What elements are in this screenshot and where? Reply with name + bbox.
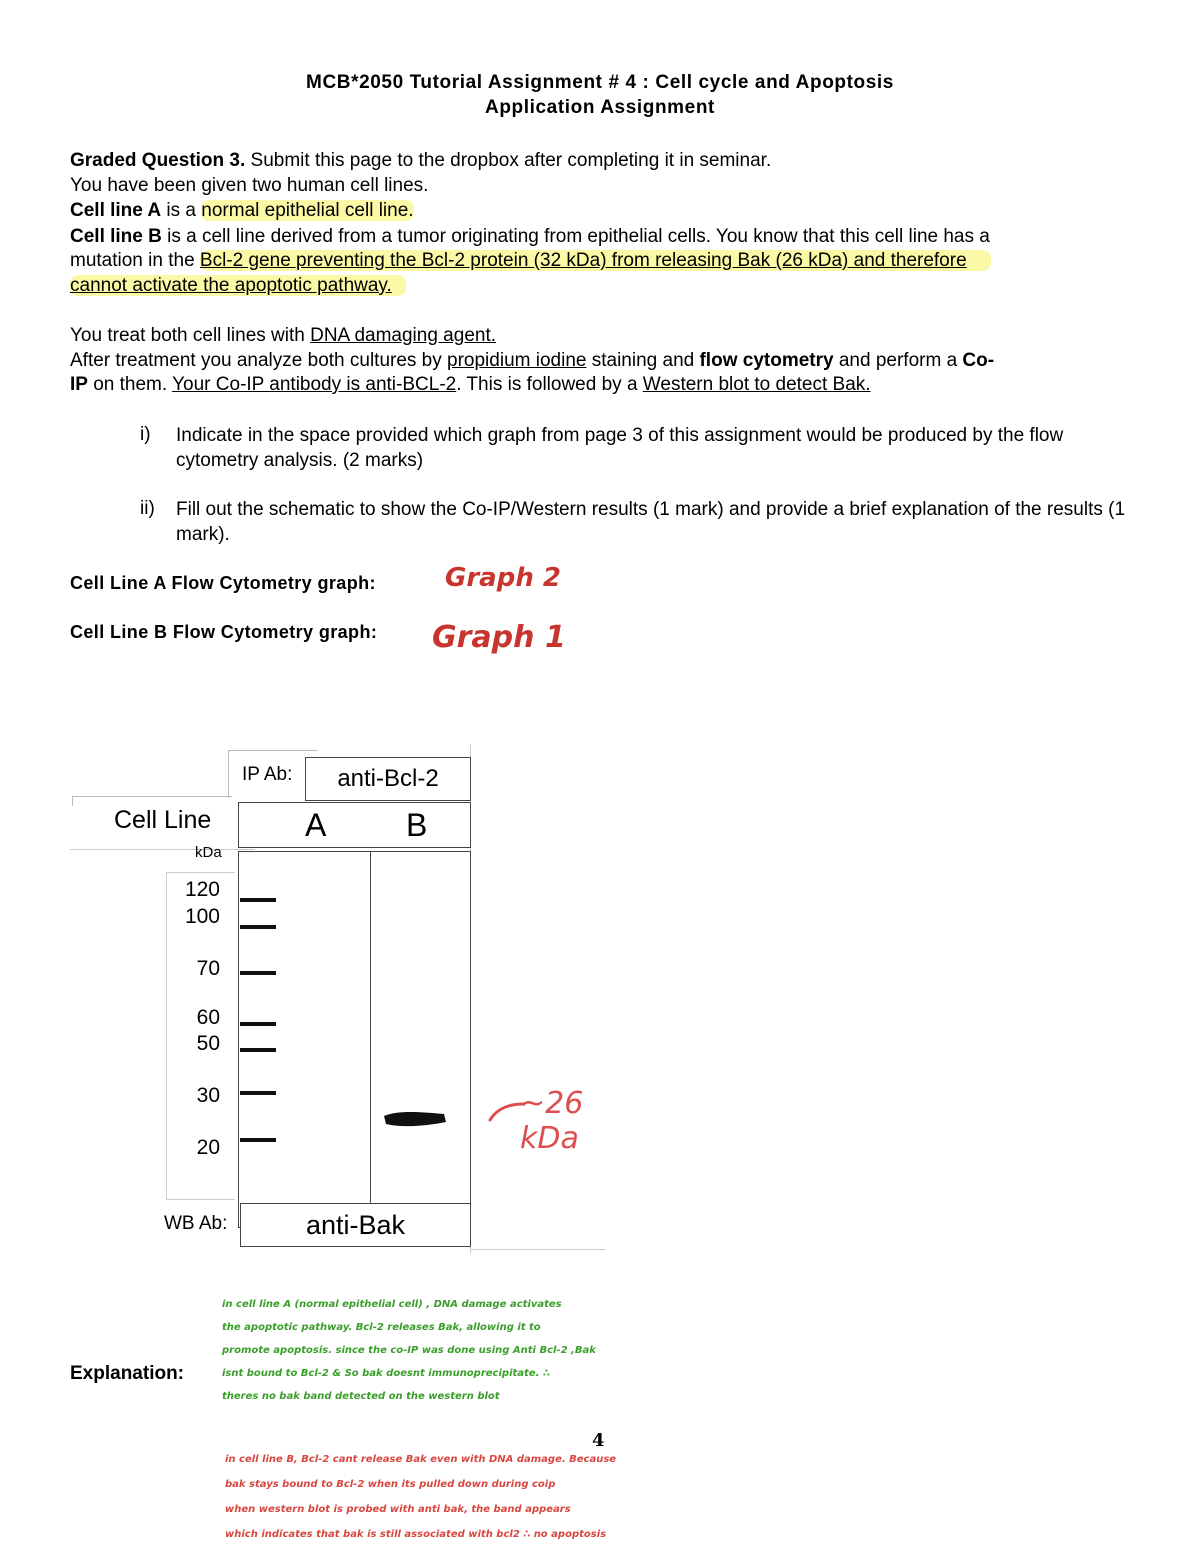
ladder-band-50	[240, 1048, 276, 1052]
lane-b-label: B	[406, 807, 428, 843]
explanation-label: Explanation:	[70, 1363, 185, 1384]
page-subtitle: Application Assignment	[485, 97, 715, 118]
frame-line	[470, 1249, 605, 1250]
question-1-text: Indicate in the space provided which graph from page 3 of this assignment would be produced by the flow cytometry analysis. (2 marks)	[176, 425, 1064, 471]
wb-ab-value: anti-Bak	[305, 1210, 406, 1240]
marker-120: 120	[184, 878, 220, 901]
dna-damaging-agent: DNA damaging agent.	[310, 325, 497, 346]
cell-line-b-highlight: Bcl-2 gene preventing the Bcl-2 protein (32 kDa) from releasing Bak (26 kDa) and therefore	[200, 250, 991, 271]
co-label: Co-	[962, 350, 995, 371]
band-annotation: ~26 kDa	[520, 1086, 584, 1156]
treatment-line-3	[70, 374, 871, 396]
marker-20: 20	[196, 1136, 220, 1159]
frame-line	[228, 750, 229, 798]
explanation-green	[222, 1293, 1197, 1408]
treatment-l2-mid2: and perform a	[833, 350, 963, 371]
graded-question-label: Graded Question 3.	[70, 150, 246, 171]
ladder-band-60	[240, 1022, 276, 1026]
explanation-green-line: isnt bound to Bcl-2 & So bak doesnt immunoprecipitate. ∴	[222, 1368, 550, 1379]
ip-ab-label: IP Ab:	[242, 764, 293, 785]
answer-a-label: Cell Line A Flow Cytometry graph:	[70, 573, 376, 593]
ladder-band-70	[240, 971, 276, 975]
answer-a-value: Graph 2	[445, 563, 561, 593]
given-line: You have been given two human cell lines.	[70, 175, 429, 196]
treatment-line-2	[70, 350, 994, 372]
question-2-number: ii)	[140, 498, 155, 519]
treatment-l2-mid: staining and	[586, 350, 700, 371]
ladder-band-30	[240, 1091, 276, 1095]
answer-b-value: Graph 1	[432, 620, 566, 655]
cell-line-a-label: Cell line A	[70, 200, 162, 221]
page-title: MCB*2050 Tutorial Assignment # 4 : Cell cycle and Apoptosis	[306, 72, 894, 93]
explanation-green-line: the apoptotic pathway. Bcl-2 releases Bak, allowing it to	[222, 1322, 541, 1333]
kda-label: kDa	[195, 844, 222, 861]
cell-line-b-label: Cell line B	[70, 226, 162, 247]
cell-line-b-line-3	[70, 275, 406, 297]
wb-ab-box	[240, 1203, 471, 1247]
cell-line-a-line	[70, 200, 414, 222]
cell-line-b-line	[70, 226, 990, 248]
explanation-red-line: when western blot is probed with anti bak, the band appears	[225, 1504, 571, 1515]
lane-header-box	[238, 802, 471, 848]
graded-question-line	[70, 150, 771, 172]
treatment-l3-mid2: . This is followed by a	[456, 374, 643, 395]
frame-line	[72, 796, 73, 806]
treatment-l3-mid: on them.	[87, 374, 173, 395]
explanation-red-line: bak stays bound to Bcl-2 when its pulled down during coip	[225, 1479, 556, 1490]
frame-line	[70, 849, 255, 850]
blot-schematic	[0, 740, 620, 1260]
cell-line-b-line-2	[70, 250, 991, 272]
ladder-band-120	[240, 898, 276, 902]
marker-100: 100	[184, 905, 220, 928]
co-ip-antibody: Your Co-IP antibody is anti-BCL-2	[172, 374, 457, 395]
cell-line-b-pre: mutation in the	[70, 250, 200, 271]
treatment-pre: You treat both cell lines with	[70, 325, 311, 346]
explanation-green-line: in cell line A (normal epithelial cell) , DNA damage activates	[222, 1299, 562, 1310]
explanation-red	[225, 1447, 1200, 1547]
cell-line-label: Cell Line	[114, 806, 212, 834]
question-1-number: i)	[140, 424, 151, 445]
explanation-red-line: in cell line B, Bcl-2 cant release Bak even with DNA damage. Because	[225, 1454, 617, 1465]
explanation-green-line: theres no bak band detected on the western blot	[222, 1391, 500, 1402]
marker-50: 50	[196, 1032, 220, 1055]
bak-band	[380, 1106, 452, 1132]
cell-line-a-pre: is a	[161, 200, 202, 221]
treatment-l2-pre: After treatment you analyze both cultures by	[70, 350, 448, 371]
flow-cytometry: flow cytometry	[699, 350, 834, 371]
answer-b-label: Cell Line B Flow Cytometry graph:	[70, 622, 378, 642]
cell-line-b-text: is a cell line derived from a tumor originating from epithelial cells. You know that this cell line has a	[161, 226, 990, 247]
wb-ab-label: WB Ab:	[164, 1213, 228, 1234]
explanation-red-line: which indicates that bak is still associated with bcl2 ∴ no apoptosis	[225, 1529, 607, 1540]
graded-question-text: Submit this page to the dropbox after completing it in seminar.	[245, 150, 772, 171]
explanation-green-line: promote apoptosis. since the co-IP was done using Anti Bcl-2 ,Bak	[222, 1345, 596, 1356]
marker-70: 70	[196, 957, 220, 980]
ladder-band-100	[240, 925, 276, 929]
cell-line-b-highlight-2: cannot activate the apoptotic pathway.	[70, 275, 406, 296]
lane-divider	[370, 852, 371, 1227]
ladder-band-20	[240, 1138, 276, 1142]
question-2-text: Fill out the schematic to show the Co-IP/Western results (1 mark) and provide a brief explanation of the results (1 mark).	[176, 499, 1126, 545]
ip-ab-box	[305, 757, 471, 801]
lane-a-label: A	[305, 807, 327, 843]
western-blot-text: Western blot to detect Bak.	[642, 374, 871, 395]
cell-line-a-highlight: normal epithelial cell line.	[201, 200, 414, 221]
treatment-line-1	[70, 325, 496, 347]
frame-line	[72, 796, 232, 797]
marker-30: 30	[196, 1084, 220, 1107]
frame-line	[228, 750, 318, 751]
marker-60: 60	[196, 1006, 220, 1029]
ip-ab-value: anti-Bcl-2	[337, 765, 439, 792]
gel-box	[238, 851, 471, 1228]
propidium-iodine: propidium iodine	[447, 350, 587, 371]
ip-label-text: IP	[70, 374, 88, 395]
page-number: 4	[592, 1430, 605, 1451]
